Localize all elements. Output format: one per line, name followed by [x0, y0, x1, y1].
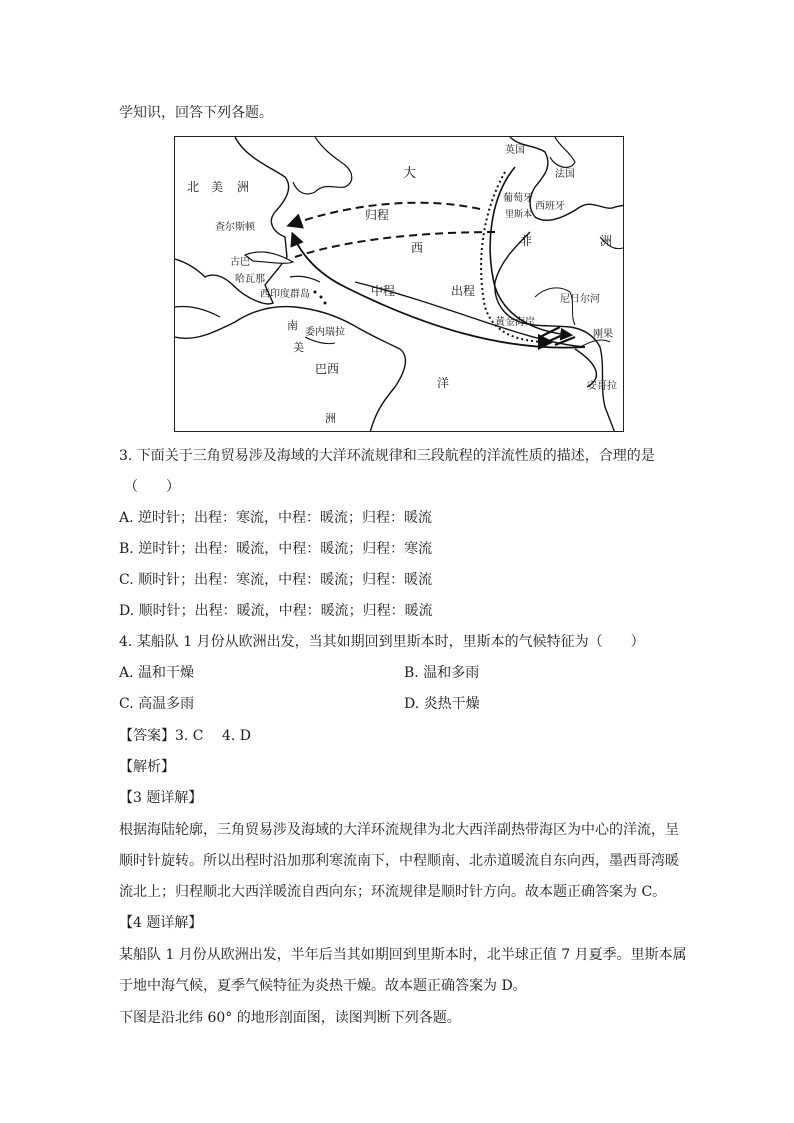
- q3-option-c: C. 顺时针；出程：寒流，中程：暖流；归程：暖流: [119, 572, 433, 588]
- label-south-america-2: 美: [293, 341, 304, 354]
- q4-stem: 4. 某船队 1 月份从欧洲出发，当其如期回到里斯本时，里斯本的气候特征为（ ）: [119, 634, 645, 650]
- label-south-america-1: 南: [287, 319, 298, 332]
- north-america-coast: [175, 137, 289, 304]
- q3-option-b: B. 逆时针；出程：暖流，中程：暖流；归程：寒流: [119, 541, 433, 557]
- q4-option-a: A. 温和干燥: [119, 665, 195, 681]
- intro-text: 学知识，回答下列各题。: [119, 105, 273, 121]
- label-north-america-2: 美: [211, 180, 224, 194]
- label-spain: 西班牙: [535, 201, 565, 212]
- label-venezuela: 委内瑞拉: [305, 327, 345, 338]
- q3-detail-line-2: 顺时针旋转。所以出程时沿加那利寒流南下，中程顺南、北赤道暖流自东向西，墨西哥湾暖: [119, 853, 679, 869]
- analysis-label: 【解析】: [119, 759, 175, 775]
- label-da: 大: [403, 166, 417, 181]
- q3-stem: 3. 下面关于三角贸易涉及海域的大洋环流规律和三段航程的洋流性质的描述，合理的是: [119, 448, 655, 464]
- q4-detail-line-2: 于地中海气候，夏季气候特征为炎热干燥。故本题正确答案为 D。: [119, 978, 527, 994]
- q4-detail-heading: 【4 题详解】: [119, 915, 203, 931]
- label-south-america-3: 洲: [325, 412, 336, 425]
- label-gold-coast: 黄金海岸: [495, 317, 535, 328]
- label-brazil: 巴西: [315, 362, 340, 376]
- q3-option-a: A. 逆时针；出程：寒流，中程：暖流；归程：暖流: [119, 510, 433, 526]
- label-africa-1: 非: [520, 234, 533, 248]
- label-niger: 尼日尔河: [560, 294, 600, 305]
- label-angola: 安哥拉: [587, 381, 617, 392]
- next-intro-text: 下图是沿北纬 60° 的地形剖面图，读图判断下列各题。: [119, 1010, 461, 1026]
- label-west-indies: 西印度群岛: [260, 289, 310, 300]
- label-uk: 英国: [505, 145, 525, 156]
- triangle-trade-map: [174, 136, 624, 432]
- label-xi: 西: [411, 241, 424, 255]
- q4-option-c: C. 高温多雨: [119, 696, 195, 712]
- q4-detail-line-1: 某船队 1 月份从欧洲出发，半年后当其如期回到里斯本时，北半球正值 7 月夏季。里斯本属: [119, 947, 687, 963]
- answer-line: 【答案】3. C 4. D: [119, 728, 252, 744]
- label-north-america-3: 洲: [237, 180, 250, 194]
- q4-option-b: B. 温和多雨: [404, 665, 480, 681]
- q3-detail-line-3: 流北上；归程顺北大西洋暖流自西向东；环流规律是顺时针方向。故本题正确答案为 C。: [119, 884, 667, 900]
- q4-option-d: D. 炎热干燥: [404, 696, 480, 712]
- label-charleston: 查尔斯顿: [215, 222, 255, 233]
- label-portugal: 葡萄牙: [503, 193, 533, 204]
- map-figure: [175, 137, 624, 432]
- label-lisbon: 里斯本: [505, 210, 533, 220]
- label-zhong-cheng: 中程: [371, 284, 396, 298]
- label-havana: 哈瓦那: [235, 274, 265, 285]
- label-france: 法国: [555, 169, 575, 180]
- label-gui-cheng: 归程: [365, 208, 390, 222]
- q3-detail-line-1: 根据海陆轮廓，三角贸易涉及海域的大洋环流规律为北大西洋副热带海区为中心的洋流，呈: [119, 822, 679, 838]
- label-cuba: 古巴: [230, 257, 250, 268]
- q3-detail-heading: 【3 题详解】: [119, 790, 203, 806]
- label-congo: 刚果: [593, 329, 613, 340]
- label-africa-2: 洲: [600, 234, 613, 248]
- label-chu-cheng: 出程: [451, 284, 476, 298]
- label-north-america-1: 北: [187, 180, 200, 194]
- label-yang: 洋: [437, 376, 450, 390]
- q3-paren: （ ）: [124, 479, 180, 495]
- q3-option-d: D. 顺时针；出程：暖流，中程：暖流；归程：暖流: [119, 603, 433, 619]
